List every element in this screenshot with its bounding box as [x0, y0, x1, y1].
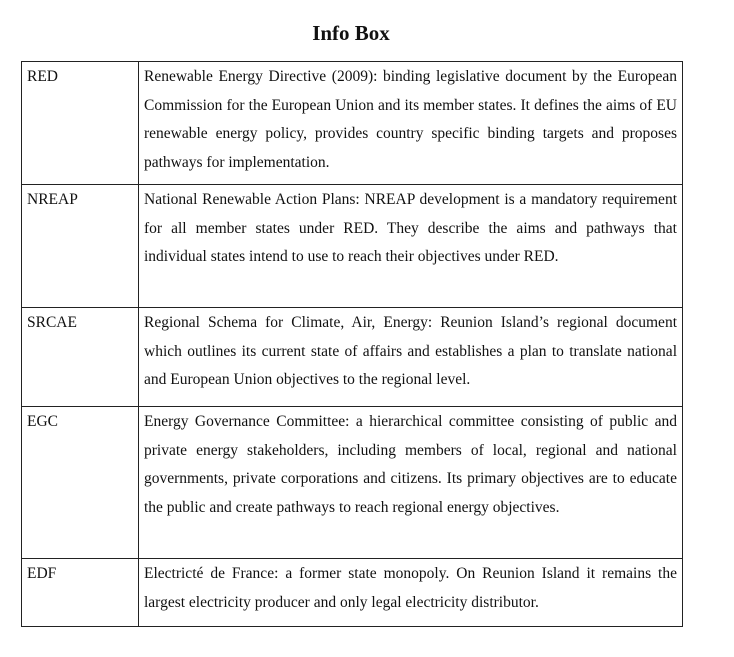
- description-cell: Regional Schema for Climate, Air, Energy: Reunion Island’s regional document which outlines its current state of affairs and establishes a plan to translate national and European Union objectives to the regional level.: [139, 308, 683, 407]
- page-title: Info Box: [312, 21, 390, 45]
- info-box-table: [21, 61, 683, 627]
- abbreviation-cell: EGC: [22, 407, 139, 559]
- table-row: [22, 407, 683, 559]
- description-cell: Electricté de France: a former state monopoly. On Reunion Island it remains the largest electricity producer and only legal electricity distributor.: [139, 559, 683, 627]
- description-cell: Renewable Energy Directive (2009): binding legislative document by the European Commission for the European Union and its member states. It defines the aims of EU renewable energy policy, provides country specific binding targets and proposes pathways for implementation.: [139, 62, 683, 185]
- abbreviation-cell: EDF: [22, 559, 139, 627]
- table-row: [22, 62, 683, 185]
- description-cell: Energy Governance Committee: a hierarchical committee consisting of public and private energy stakeholders, including members of local, regional and national governments, private corporations and citizens. Its primary objectives are to educate the public and create pathways to reach regional energy objectives.: [139, 407, 683, 559]
- table-row: [22, 559, 683, 627]
- abbreviation-cell: RED: [22, 62, 139, 185]
- description-cell: National Renewable Action Plans: NREAP development is a mandatory requirement for all member states under RED. They describe the aims and pathways that individual states intend to use to reach their objectives under RED.: [139, 185, 683, 308]
- table-row: [22, 308, 683, 407]
- table-row: [22, 185, 683, 308]
- abbreviation-cell: SRCAE: [22, 308, 139, 407]
- abbreviation-cell: NREAP: [22, 185, 139, 308]
